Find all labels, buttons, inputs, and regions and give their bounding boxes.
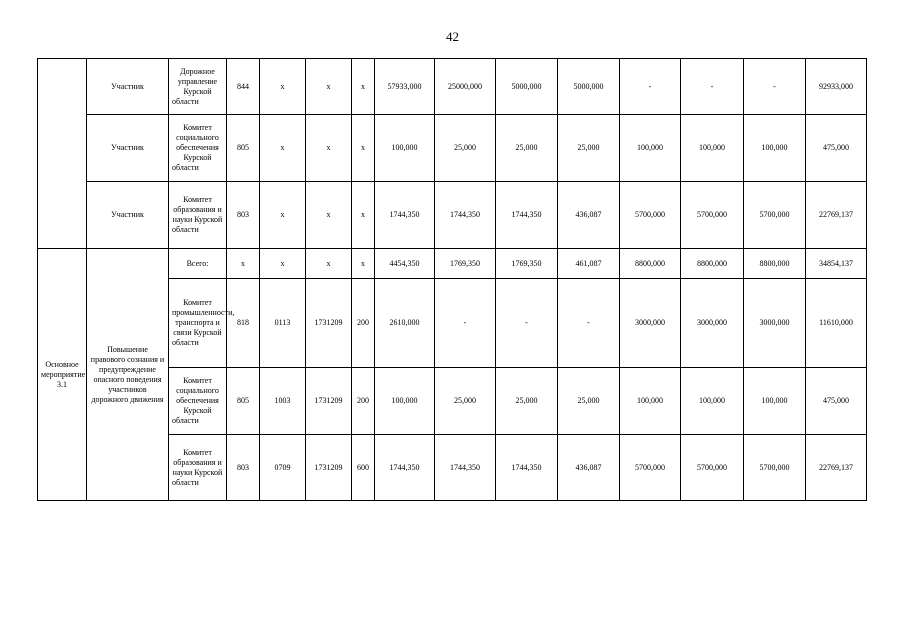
value-cell: 3000,000 bbox=[744, 279, 806, 368]
vr-cell: 200 bbox=[352, 368, 375, 435]
value-cell: 25,000 bbox=[558, 115, 620, 182]
value-cell: 8800,000 bbox=[681, 249, 744, 279]
table-row bbox=[38, 182, 867, 249]
value-cell: 2610,000 bbox=[375, 279, 435, 368]
csr-cell: 1731209 bbox=[306, 368, 352, 435]
value-cell: 5700,000 bbox=[744, 182, 806, 249]
value-cell: 100,000 bbox=[620, 368, 681, 435]
value-cell: 5700,000 bbox=[681, 182, 744, 249]
rzpr-cell: х bbox=[260, 249, 306, 279]
table-row bbox=[38, 115, 867, 182]
organization-cell: Всего: bbox=[169, 249, 227, 279]
value-cell: - bbox=[620, 59, 681, 115]
value-cell: 100,000 bbox=[681, 368, 744, 435]
grbs-cell: х bbox=[227, 249, 260, 279]
csr-cell: х bbox=[306, 115, 352, 182]
value-cell: 3000,000 bbox=[681, 279, 744, 368]
value-cell: 1769,350 bbox=[435, 249, 496, 279]
grbs-cell: 805 bbox=[227, 115, 260, 182]
grbs-cell: 803 bbox=[227, 182, 260, 249]
event-name-cell: Повышение правового сознания и предупреждение опасного поведения участников дорожного движения bbox=[87, 249, 169, 501]
value-cell: 25,000 bbox=[496, 115, 558, 182]
value-cell: - bbox=[435, 279, 496, 368]
value-cell: 4454,350 bbox=[375, 249, 435, 279]
value-cell: 100,000 bbox=[744, 115, 806, 182]
value-cell: 25000,000 bbox=[435, 59, 496, 115]
value-cell: - bbox=[744, 59, 806, 115]
organization-cell: Комитет образования и науки Курской области bbox=[169, 182, 227, 249]
grbs-cell: 803 bbox=[227, 435, 260, 501]
organization-cell: Дорожное управление Курской области bbox=[169, 59, 227, 115]
value-cell: 100,000 bbox=[620, 115, 681, 182]
value-cell: 25,000 bbox=[435, 115, 496, 182]
value-cell: 1744,350 bbox=[435, 182, 496, 249]
rzpr-cell: х bbox=[260, 182, 306, 249]
rzpr-cell: х bbox=[260, 115, 306, 182]
value-cell: 100,000 bbox=[681, 115, 744, 182]
total-cell: 11610,000 bbox=[806, 279, 867, 368]
total-cell: 475,000 bbox=[806, 115, 867, 182]
value-cell: 461,087 bbox=[558, 249, 620, 279]
organization-cell: Комитет образования и науки Курской области bbox=[169, 435, 227, 501]
total-cell: 92933,000 bbox=[806, 59, 867, 115]
vr-cell: 200 bbox=[352, 279, 375, 368]
value-cell: 5000,000 bbox=[496, 59, 558, 115]
vr-cell: х bbox=[352, 182, 375, 249]
vr-cell: 600 bbox=[352, 435, 375, 501]
total-cell: 34854,137 bbox=[806, 249, 867, 279]
organization-cell: Комитет промышленности, транспорта и связи Курской области bbox=[169, 279, 227, 368]
value-cell: 1744,350 bbox=[375, 182, 435, 249]
rzpr-cell: 1003 bbox=[260, 368, 306, 435]
value-cell: 5700,000 bbox=[681, 435, 744, 501]
value-cell: 436,087 bbox=[558, 182, 620, 249]
vr-cell: х bbox=[352, 249, 375, 279]
csr-cell: х bbox=[306, 182, 352, 249]
value-cell: 3000,000 bbox=[620, 279, 681, 368]
value-cell: - bbox=[558, 279, 620, 368]
value-cell: 1744,350 bbox=[496, 182, 558, 249]
value-cell: 25,000 bbox=[558, 368, 620, 435]
csr-cell: 1731209 bbox=[306, 279, 352, 368]
rzpr-cell: х bbox=[260, 59, 306, 115]
vr-cell: х bbox=[352, 59, 375, 115]
grbs-cell: 844 bbox=[227, 59, 260, 115]
value-cell: 5700,000 bbox=[620, 435, 681, 501]
event-cell bbox=[38, 59, 87, 249]
rzpr-cell: 0113 bbox=[260, 279, 306, 368]
csr-cell: х bbox=[306, 59, 352, 115]
page-number: 42 bbox=[446, 29, 459, 44]
total-cell: 22769,137 bbox=[806, 182, 867, 249]
role-cell: Участник bbox=[87, 59, 169, 115]
event-cell: Основное мероприятие 3.1 bbox=[38, 249, 87, 501]
value-cell: - bbox=[681, 59, 744, 115]
organization-cell: Комитет социального обеспечения Курской области bbox=[169, 115, 227, 182]
total-cell: 475,000 bbox=[806, 368, 867, 435]
value-cell: 1744,350 bbox=[435, 435, 496, 501]
vr-cell: х bbox=[352, 115, 375, 182]
organization-cell: Комитет социального обеспечения Курской области bbox=[169, 368, 227, 435]
grbs-cell: 818 bbox=[227, 279, 260, 368]
value-cell: 25,000 bbox=[496, 368, 558, 435]
value-cell: 5700,000 bbox=[620, 182, 681, 249]
csr-cell: х bbox=[306, 249, 352, 279]
value-cell: 57933,000 bbox=[375, 59, 435, 115]
value-cell: 25,000 bbox=[435, 368, 496, 435]
value-cell: 5000,000 bbox=[558, 59, 620, 115]
value-cell: 8800,000 bbox=[744, 249, 806, 279]
budget-table bbox=[37, 58, 867, 501]
value-cell: 5700,000 bbox=[744, 435, 806, 501]
role-cell: Участник bbox=[87, 115, 169, 182]
value-cell: 1744,350 bbox=[496, 435, 558, 501]
total-cell: 22769,137 bbox=[806, 435, 867, 501]
role-cell: Участник bbox=[87, 182, 169, 249]
value-cell: - bbox=[496, 279, 558, 368]
value-cell: 436,087 bbox=[558, 435, 620, 501]
csr-cell: 1731209 bbox=[306, 435, 352, 501]
rzpr-cell: 0709 bbox=[260, 435, 306, 501]
table-row bbox=[38, 249, 867, 279]
value-cell: 100,000 bbox=[375, 115, 435, 182]
value-cell: 100,000 bbox=[744, 368, 806, 435]
table-row bbox=[38, 59, 867, 115]
value-cell: 100,000 bbox=[375, 368, 435, 435]
value-cell: 8800,000 bbox=[620, 249, 681, 279]
value-cell: 1744,350 bbox=[375, 435, 435, 501]
value-cell: 1769,350 bbox=[496, 249, 558, 279]
grbs-cell: 805 bbox=[227, 368, 260, 435]
